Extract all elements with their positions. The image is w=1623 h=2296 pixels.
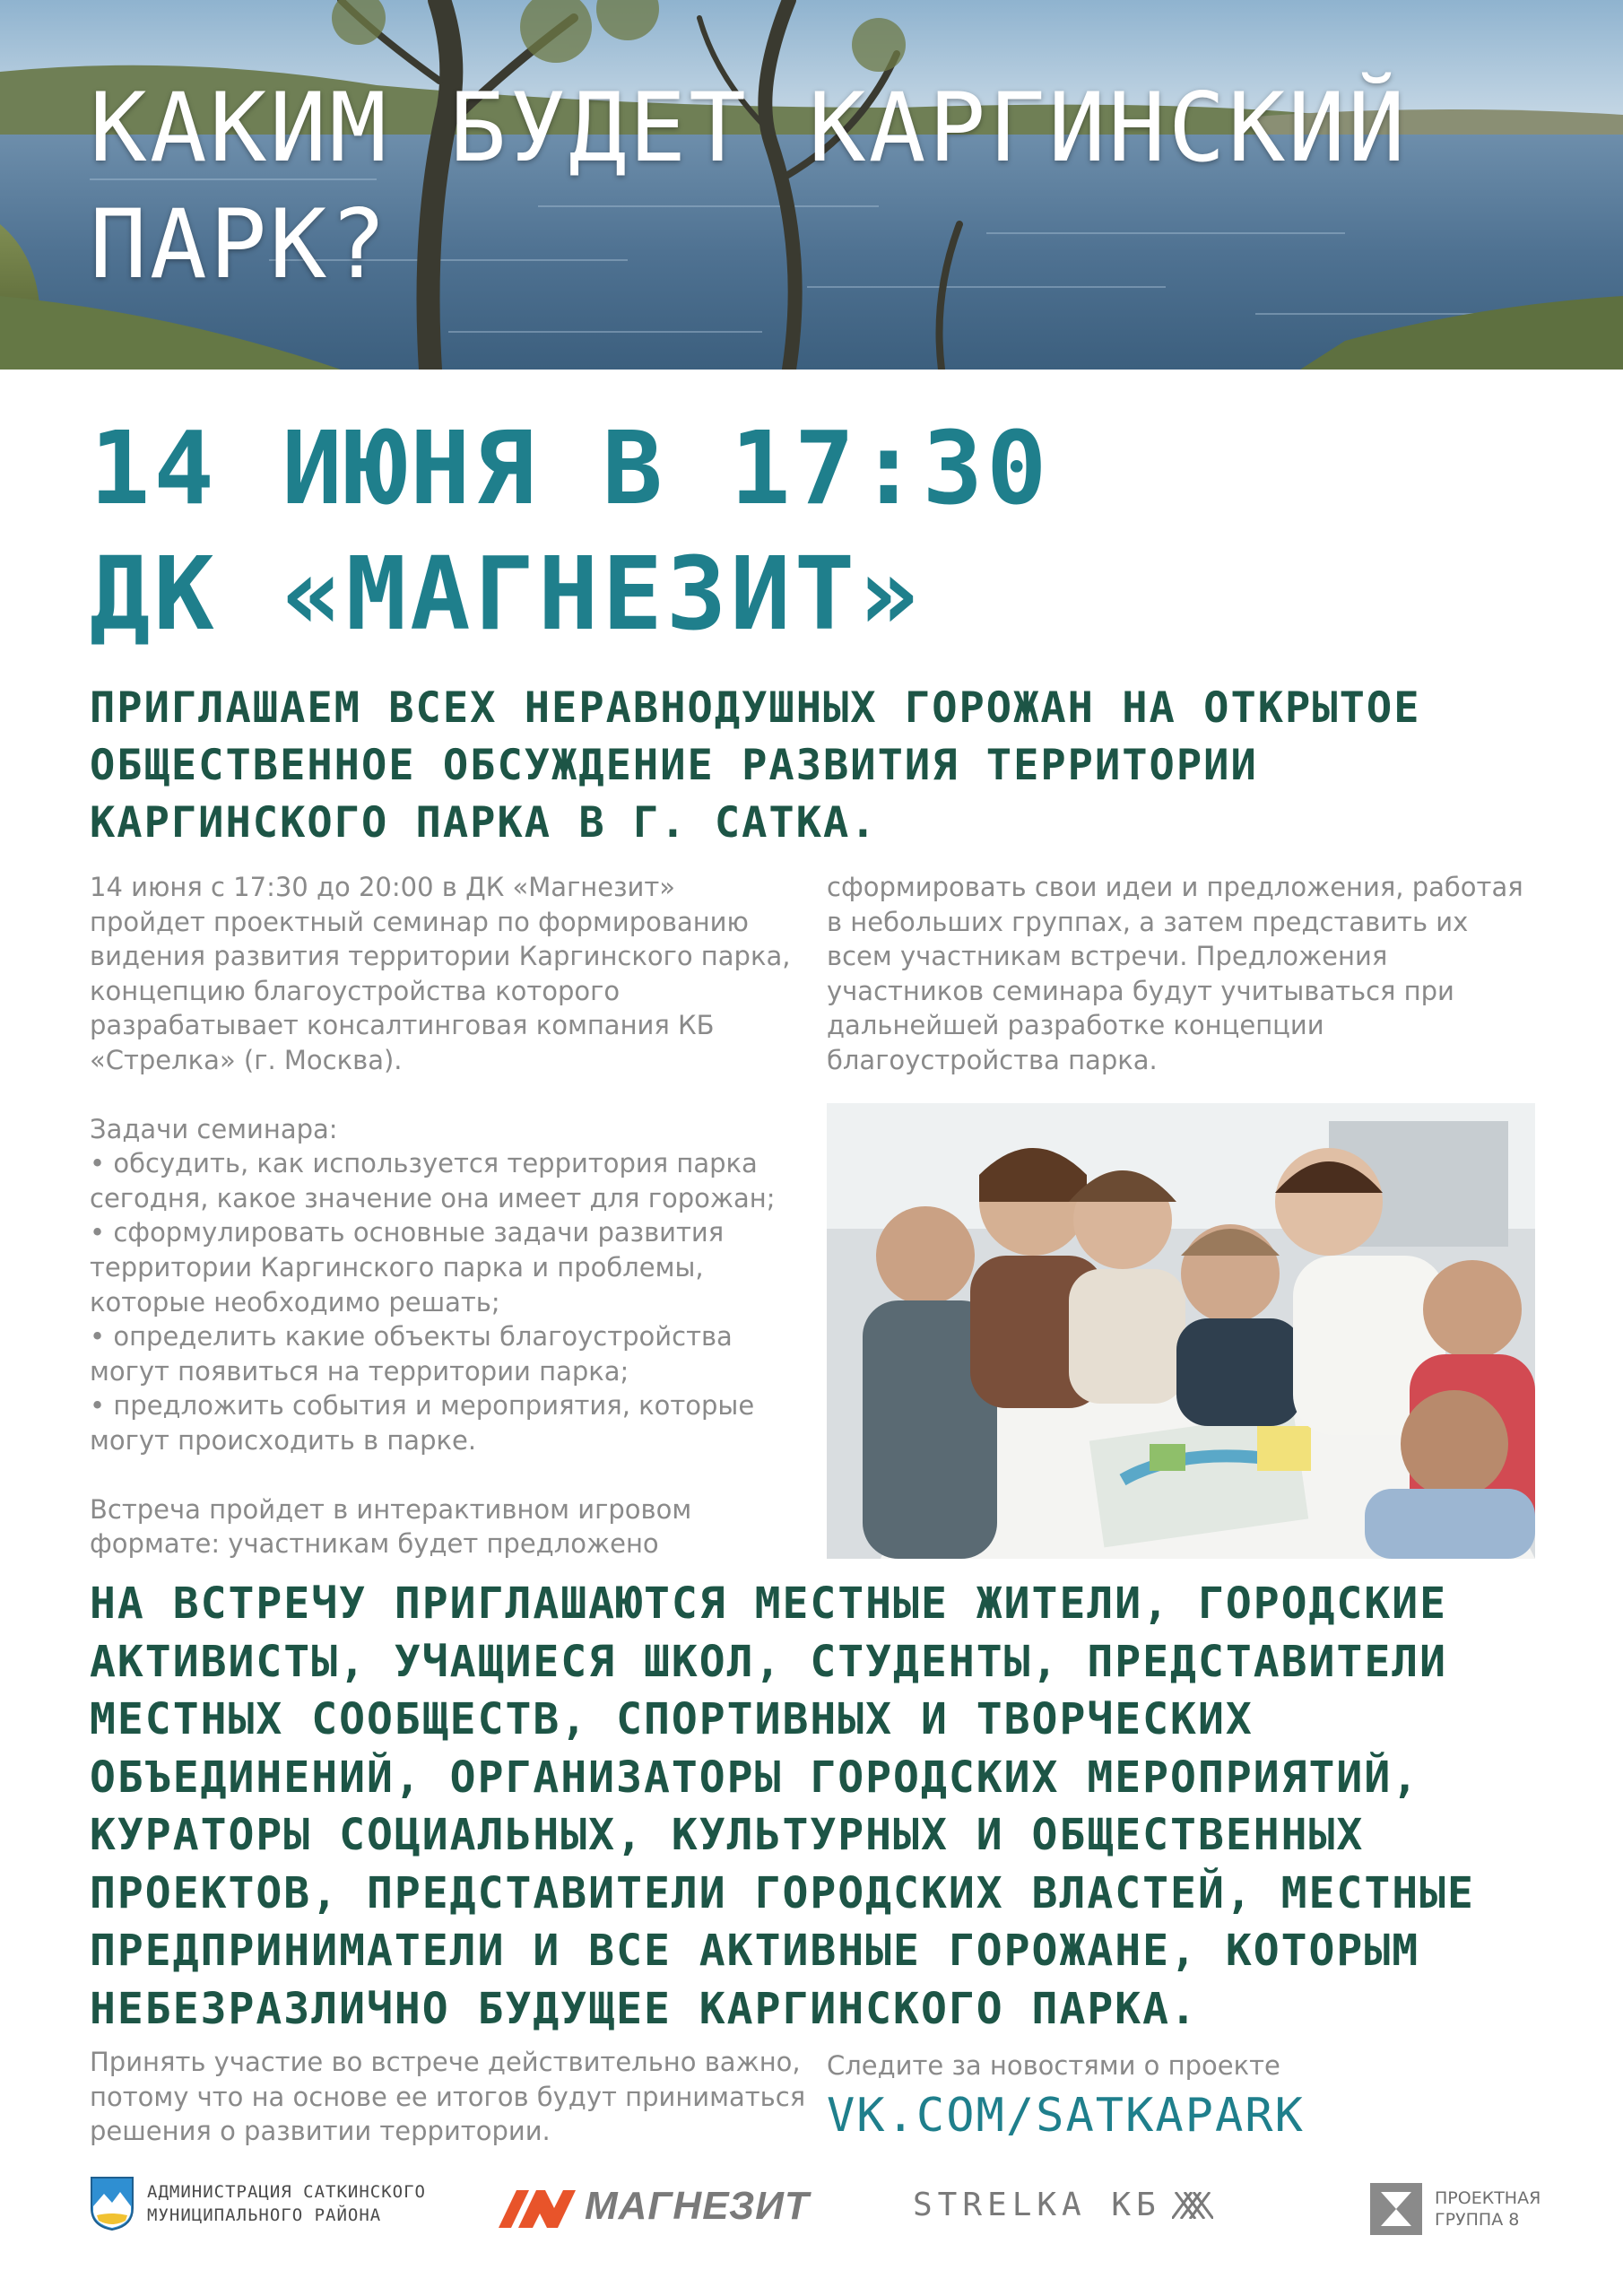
event-venue: ДК «МАГНЕЗИТ» (90, 536, 923, 653)
hero-title (90, 70, 1569, 303)
list-item: • сформулировать основные задачи развития территории Каргинского парка и проблемы, которые необходимо решать; (90, 1215, 798, 1319)
audience-text: НА ВСТРЕЧУ ПРИГЛАШАЮТСЯ МЕСТНЫЕ ЖИТЕЛИ, ГОРОДСКИЕ АКТИВИСТЫ, УЧАЩИЕСЯ ШКОЛ, СТУДЕНТЫ, ПРЕДСТАВИТЕЛИ МЕСТНЫХ СООБЩЕСТВ, СПОРТИВНЫХ И ТВОРЧЕСКИХ ОБЪЕДИНЕНИЙ, ОРГАНИЗАТОРЫ ГОРОДСКИХ МЕРОПРИЯТИЙ, КУРАТОРЫ СОЦИАЛЬНЫХ, КУЛЬТУРНЫХ И ОБЩЕСТВЕННЫХ ПРОЕКТОВ, ПРЕДСТАВИТЕЛИ ГОРОДСКИХ ВЛАСТЕЙ, МЕСТНЫЕ ПРЕДПРИНИМАТЕЛИ И ВСЕ АКТИВНЫЕ ГОРОЖАНЕ, КОТОРЫМ НЕБЕЗРАЗЛИЧНО БУДУЩЕЕ КАРГИНСКОГО ПАРКА. (90, 1578, 1475, 2034)
pg8-logo-line2: ГРУППА 8 (1435, 2210, 1520, 2230)
strelka-pattern-icon (1172, 2192, 1213, 2219)
admin-logo-line1: АДМИНИСТРАЦИЯ САТКИНСКОГО (147, 2182, 426, 2202)
tasks-list (90, 1146, 798, 1457)
format-continued-paragraph: сформировать свои идеи и предложения, работая в небольших группах, а затем представить их всем участникам встречи. Предложения участников семинара будут учитываться при дальнейшей разработке концепции благоустройства парка. (827, 872, 1523, 1075)
follow-text: Следите за новостями о проекте (827, 2050, 1280, 2081)
logo-magnezit (499, 2183, 810, 2230)
tasks-title: Задачи семинара: (90, 1113, 338, 1144)
hero-title-line2: ПАРК? (90, 189, 390, 300)
magnezit-logo-text: МАГНЕЗИТ (585, 2184, 810, 2228)
hero-title-line1: КАКИМ БУДЕТ КАРГИНСКИЙ (90, 73, 1408, 183)
strelka-logo-text: STRELKA КБ (913, 2187, 1161, 2223)
hero-banner (0, 0, 1623, 370)
logo-project-group-8 (1370, 2183, 1541, 2235)
body-left-column (90, 870, 798, 1561)
logo-administration (90, 2176, 426, 2231)
pg8-logo-line1: ПРОЕКТНАЯ (1435, 2188, 1541, 2208)
body-right-column (827, 870, 1535, 1078)
event-date-time: 14 ИЮНЯ В 17:30 (90, 411, 1051, 527)
hourglass-icon (1370, 2183, 1422, 2235)
partner-logos (0, 2170, 1623, 2260)
magnezit-mark-icon (499, 2183, 576, 2230)
list-item: • определить какие объекты благоустройства могут появиться на территории парка; (90, 1319, 798, 1388)
workshop-photo (827, 1103, 1535, 1559)
logo-strelka (913, 2187, 1213, 2223)
list-item: • предложить события и мероприятия, которые могут происходить в парке. (90, 1388, 798, 1457)
vk-link[interactable]: VK.COM/SATKAPARK (827, 2089, 1305, 2143)
coat-of-arms-icon (90, 2176, 135, 2231)
format-paragraph: Встреча пройдет в интерактивном игровом формате: участникам будет предложено (90, 1493, 692, 1560)
workshop-illustration (827, 1103, 1535, 1559)
list-item: • обсудить, как используется территория парка сегодня, какое значение она имеет для горожан; (90, 1146, 798, 1215)
invitation-text: ПРИГЛАШАЕМ ВСЕХ НЕРАВНОДУШНЫХ ГОРОЖАН НА ОТКРЫТОЕ ОБЩЕСТВЕННОЕ ОБСУЖДЕНИЕ РАЗВИТИЯ ТЕРРИТОРИИ КАРГИНСКОГО ПАРКА В Г. САТКА. (90, 683, 1421, 848)
participate-text: Принять участие во встрече действительно важно, потому что на основе ее итогов будут приниматься решения о развитии территории. (90, 2047, 806, 2147)
admin-logo-line2: МУНИЦИПАЛЬНОГО РАЙОНА (147, 2205, 382, 2225)
intro-paragraph: 14 июня с 17:30 до 20:00 в ДК «Магнезит» пройдет проектный семинар по формированию видения развития территории Каргинского парка, концепцию благоустройства которого разрабатывает консалтинговая компания КБ «Стрелка» (г. Москва). (90, 872, 791, 1075)
